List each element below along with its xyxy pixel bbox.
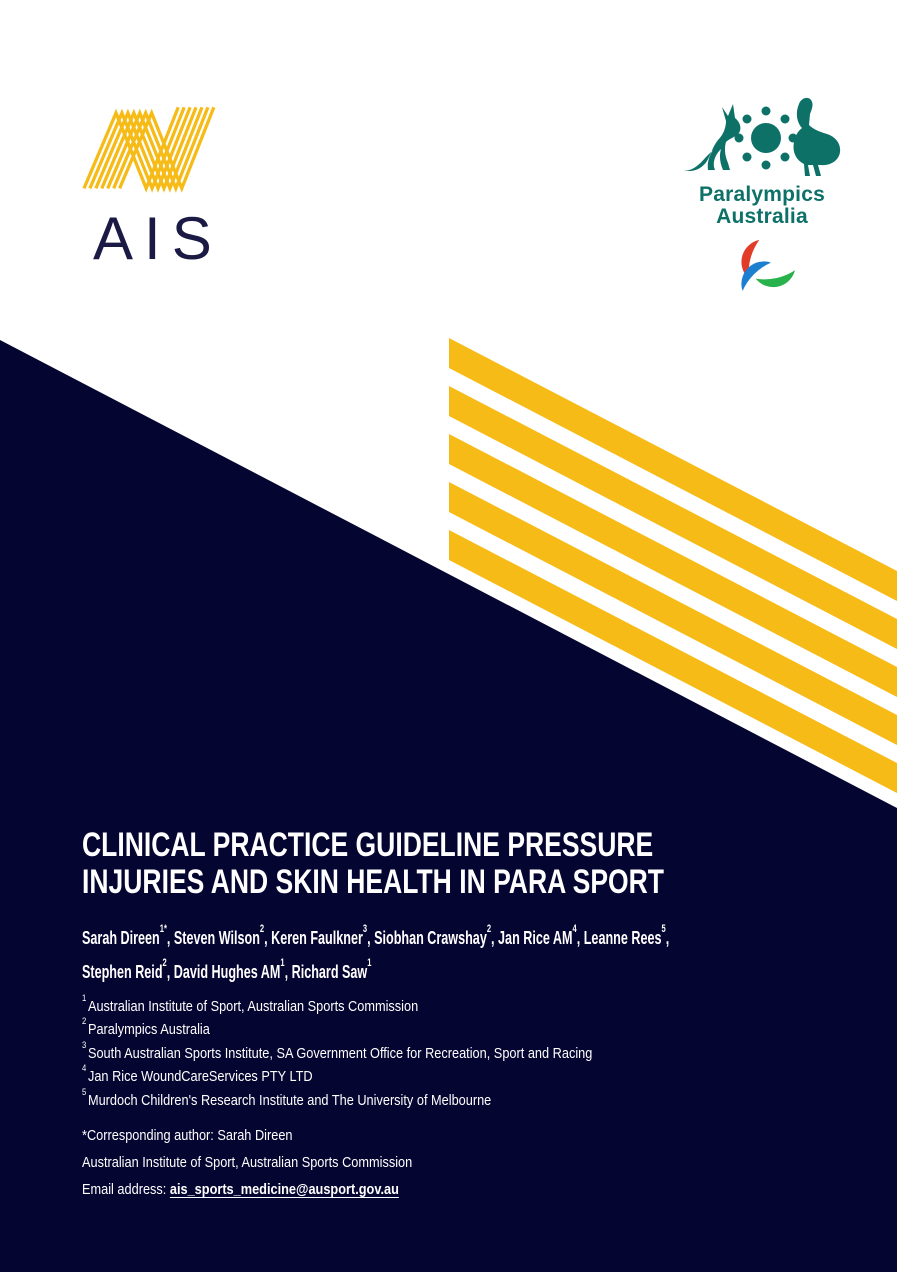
- author-superscript: 1: [367, 957, 372, 970]
- author-superscript: 4: [572, 923, 577, 936]
- author-superscript: 1: [280, 957, 285, 970]
- paralympics-wordmark: [652, 184, 872, 228]
- kangaroo-emu-sun-icon: [680, 94, 844, 178]
- document-title: [82, 827, 828, 901]
- corresponding-author-block: [82, 1122, 471, 1203]
- affiliation-superscript: 4: [82, 1063, 87, 1074]
- ais-wordmark: AIS: [93, 205, 223, 272]
- author-superscript: 2: [486, 923, 492, 936]
- title-line-1: CLINICAL PRACTICE GUIDELINE PRESSURE: [82, 826, 654, 864]
- ais-stripes-n-icon: [80, 96, 218, 194]
- author-superscript: 1*: [159, 923, 167, 936]
- author-superscript: 3: [362, 923, 368, 936]
- email-link[interactable]: ais_sports_medicine@ausport.gov.au: [169, 1181, 399, 1198]
- agito-green: [756, 270, 798, 290]
- kangaroo-icon: [684, 104, 740, 171]
- title-line-2: INJURIES AND SKIN HEALTH IN PARA SPORT: [82, 863, 665, 901]
- email-row: [82, 1176, 399, 1203]
- affiliations-list: [82, 992, 682, 1112]
- affiliation-superscript: 1: [82, 992, 87, 1003]
- affiliation-superscript: 5: [82, 1086, 87, 1097]
- email-label: Email address:: [82, 1181, 170, 1198]
- ais-logo: [80, 96, 223, 272]
- affiliation-line: $^2$Paralympics Australia: [82, 1016, 210, 1039]
- paralympics-wordmark-line2: Australia: [716, 205, 808, 228]
- affiliation-superscript: 3: [82, 1039, 87, 1050]
- affiliation-line: $^1$Australian Institute of Sport, Australian Sports Commission: [82, 992, 419, 1015]
- emu-icon: [793, 98, 840, 176]
- author-superscript: 2: [162, 957, 167, 970]
- authors-line-1: Sarah Direen$^{1*}$, Steven Wilson$^2$, Keren Faulkner$^3$, Siobhan Crawshay$^2$, Jan Rice $AM^4$, Leanne Rees$^5$,: [82, 923, 670, 948]
- affiliation-line: $^4$Jan Rice WoundCareServices PTY LTD: [82, 1063, 313, 1086]
- agitos-icon: [716, 238, 808, 305]
- paralympics-australia-logo: [652, 94, 872, 305]
- authors-list: [82, 921, 897, 989]
- affiliation-line: $^3$South Australian Sports Institute, SA Government Office for Recreation, Sport and Racing: [82, 1039, 593, 1062]
- authors-line-2: Stephen Reid$^2$, David Hughes $AM^1$, Richard Saw$^1$: [82, 957, 372, 982]
- affiliation-superscript: 2: [82, 1016, 87, 1027]
- author-superscript: 2: [259, 923, 265, 936]
- paralympics-wordmark-line1: Paralympics: [699, 183, 825, 206]
- corresponding-author-note: *Corresponding author: Sarah Direen: [82, 1127, 293, 1144]
- author-superscript: 5: [661, 923, 666, 936]
- sun-dots-icon: [735, 107, 798, 170]
- corresponding-author-affiliation: Australian Institute of Sport, Australian Sports Commission: [82, 1154, 413, 1171]
- affiliation-line: $^5$Murdoch Children's Research Institute and The University of Melbourne: [82, 1086, 492, 1109]
